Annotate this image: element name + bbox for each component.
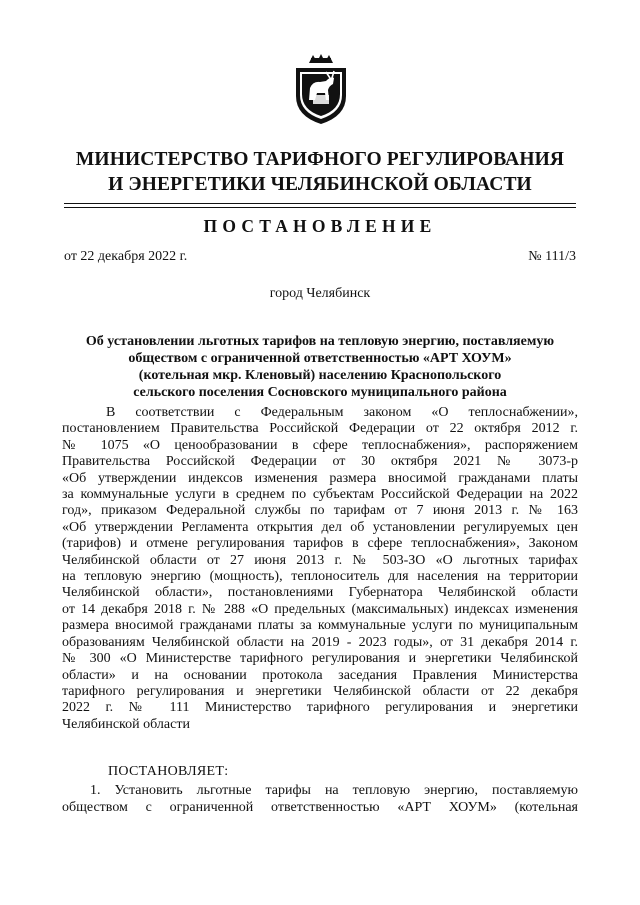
ministry-line-1: МИНИСТЕРСТВО ТАРИФНОГО РЕГУЛИРОВАНИЯ xyxy=(75,149,565,170)
subject-line: обществом с ограниченной ответственностью «АРТ ХОУМ» xyxy=(128,351,512,366)
preamble-line: Челябинской области», постановлениями Губернатора Челябинской области xyxy=(62,585,578,601)
clause-line: обществом с ограниченной ответственностью «АРТ ХОУМ» (котельная xyxy=(62,800,578,815)
preamble-line: № 300 «О Министерстве тарифного регулирования и энергетики Челябинской xyxy=(62,651,578,667)
preamble-line: тарифного регулирования и энергетики Челябинской области от 22 декабря xyxy=(62,683,578,699)
header-rule-thin xyxy=(64,207,576,208)
preamble-line: области» и на основании протокола заседания Правления Министерства xyxy=(62,667,578,683)
preamble-line: «Об утверждении Регламента открытия дел об установлении регулируемых цен xyxy=(62,519,578,535)
preamble-line: Челябинской области от 27 июня 2013 г. № 503-ЗО «О льготных тарифах xyxy=(62,552,578,568)
preamble-line: постановлением Правительства Российской Федерации от 22 октября 2012 г. xyxy=(62,421,578,437)
document-subject xyxy=(64,333,576,401)
preamble-line: 2022 г. № 111 Министерство тарифного регулирования и энергетики xyxy=(62,700,578,716)
preamble-line: образованиям Челябинской области на 2019 - 2023 годы», от 31 декабря 2014 г. xyxy=(62,634,578,650)
ministry-name xyxy=(40,147,600,197)
subject-line: (котельная мкр. Кленовый) населению Краснопольского xyxy=(138,368,502,383)
preamble-line: на тепловую энергию (мощность), теплоноситель для населения на территории xyxy=(62,569,578,585)
clause-line: 1. Установить льготные тарифы на тепловую энергию, поставляемую xyxy=(90,783,578,798)
decree-keyword: ПОСТАНОВЛЯЕТ: xyxy=(108,764,229,779)
document-city: город Челябинск xyxy=(269,286,371,301)
preamble-line: размера вносимой гражданами платы за коммунальные услуги по муниципальным xyxy=(62,618,578,634)
ministry-line-2: И ЭНЕРГЕТИКИ ЧЕЛЯБИНСКОЙ ОБЛАСТИ xyxy=(108,174,532,195)
header-rule-thick xyxy=(64,203,576,204)
document-number: № 111/3 xyxy=(528,249,576,264)
preamble-paragraph xyxy=(62,405,578,733)
preamble-line: «Об утверждении индексов изменения размера вносимой гражданами платы xyxy=(62,470,578,486)
preamble-line: (тарифов) и отмене регулирования тарифов в сфере теплоснабжения», Законом xyxy=(62,536,578,552)
document-date: от 22 декабря 2022 г. xyxy=(64,249,188,264)
document-type-title: ПОСТАНОВЛЕНИЕ xyxy=(203,216,437,236)
clause-1 xyxy=(62,782,578,816)
preamble-line: за коммунальные услуги в среднем по субъектам Российской Федерации на 2022 xyxy=(62,487,578,503)
coat-of-arms-icon xyxy=(293,54,349,126)
preamble-line: Челябинской области xyxy=(62,716,190,732)
preamble-line: В соответствии с Федеральным законом «О теплоснабжении», xyxy=(106,405,578,420)
subject-line: сельского поселения Сосновского муниципального района xyxy=(133,385,507,400)
preamble-line: № 1075 «О ценообразовании в сфере теплоснабжения», распоряжением xyxy=(62,437,578,453)
subject-line: Об установлении льготных тарифов на тепловую энергию, поставляемую xyxy=(85,334,555,349)
preamble-line: Правительства Российской Федерации от 30 октября 2021 № 3073-р xyxy=(62,454,578,470)
preamble-line: год», приказом Федеральной службы по тарифам от 7 июня 2013 г. № 163 xyxy=(62,503,578,519)
preamble-line: от 14 декабря 2018 г. № 288 «О предельных (максимальных) индексах изменения xyxy=(62,601,578,617)
